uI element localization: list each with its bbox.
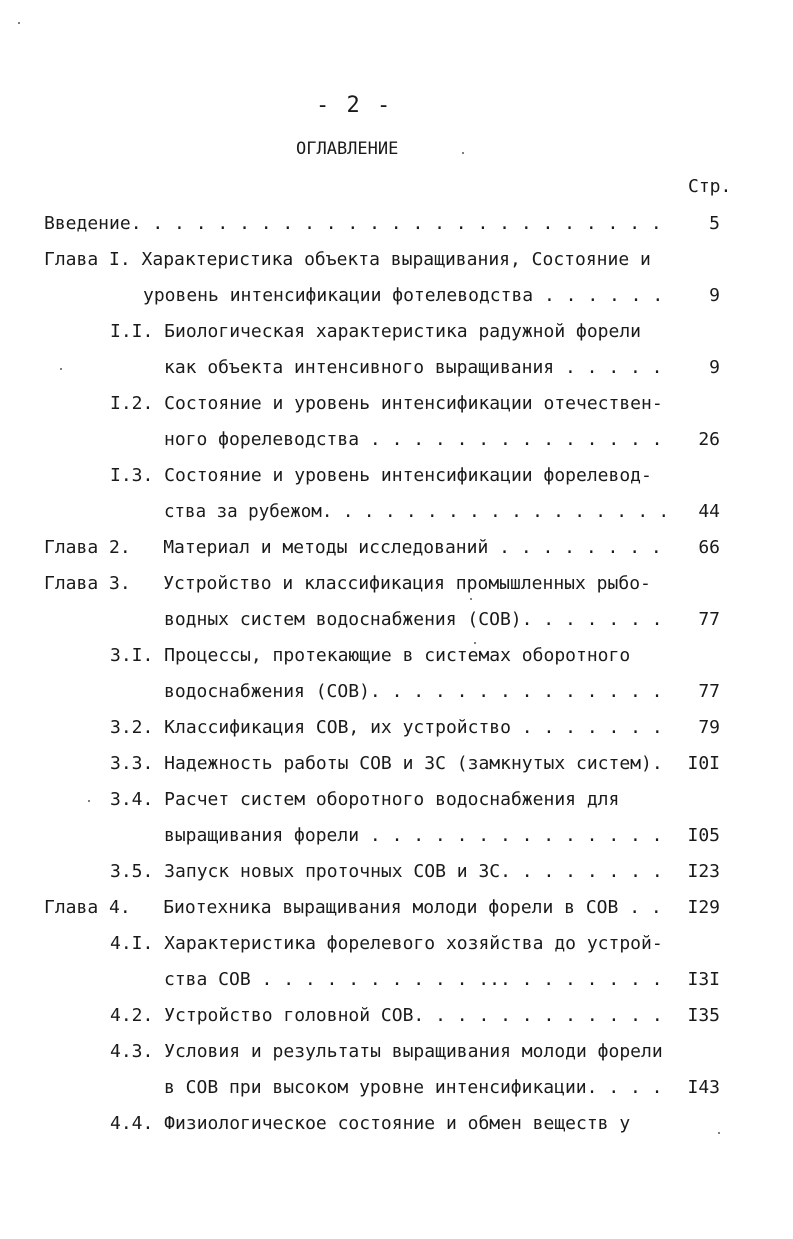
toc-entry-text: 4.I. Характеристика форелевого хозяйства до устрой- bbox=[110, 933, 663, 954]
toc-entry-text: ного форелеводства . . . . . . . . . . . . . . bbox=[164, 429, 663, 450]
toc-entry-text: уровень интенсификации фотелеводства . . . . . . bbox=[143, 285, 664, 306]
toc-entry-text: 3.2. Классификация СОВ, их устройство . . . . . . . bbox=[110, 717, 663, 738]
toc-entry-page: I05 bbox=[687, 825, 720, 846]
toc-entry-text: ства СОВ . . . . . . . . . . ... . . . . . . . bbox=[164, 969, 663, 990]
toc-entry-text: 4.4. Физиологическое состояние и обмен веществ у bbox=[110, 1113, 631, 1134]
scan-speck bbox=[462, 152, 464, 154]
toc-entry-page: 66 bbox=[698, 537, 720, 558]
toc-entry-text: Глава I. Характеристика объекта выращивания, Состояние и bbox=[44, 249, 651, 270]
toc-entry-page: 77 bbox=[698, 609, 720, 630]
scan-speck bbox=[474, 642, 476, 644]
toc-entry-text: водоснабжения (СОВ). . . . . . . . . . . . . . bbox=[164, 681, 663, 702]
toc-entry-text: 4.2. Устройство головной СОВ. . . . . . . . . . . . bbox=[110, 1005, 663, 1026]
toc-entry-page: I29 bbox=[687, 897, 720, 918]
pages-column-label: Стр. bbox=[688, 176, 732, 197]
toc-entry-page: 26 bbox=[698, 429, 720, 450]
toc-entry-page: 44 bbox=[698, 501, 720, 522]
toc-entry-page: I3I bbox=[687, 969, 720, 990]
toc-entry-text: как объекта интенсивного выращивания . . . . . bbox=[164, 357, 663, 378]
toc-entry-page: 9 bbox=[709, 357, 720, 378]
toc-entry-page: 5 bbox=[709, 213, 720, 234]
toc-entry-text: 3.5. Запуск новых проточных СОВ и ЗС. . . . . . . . bbox=[110, 861, 663, 882]
toc-entry-page: I43 bbox=[687, 1077, 720, 1098]
scan-speck bbox=[470, 598, 472, 600]
toc-entry-page: I23 bbox=[687, 861, 720, 882]
toc-entry-text: 3.3. Надежность работы СОВ и ЗС (замкнутых систем). bbox=[110, 753, 663, 774]
toc-entry-text: 3.I. Процессы, протекающие в системах оборотного bbox=[110, 645, 631, 666]
toc-entry-text: в СОВ при высоком уровне интенсификации. . . . bbox=[164, 1077, 663, 1098]
scan-speck bbox=[60, 368, 62, 370]
toc-entry-text: выращивания форели . . . . . . . . . . . . . . bbox=[164, 825, 663, 846]
toc-entry-page: 9 bbox=[709, 285, 720, 306]
page-number: - 2 - bbox=[316, 93, 393, 118]
scan-speck bbox=[718, 1132, 720, 1134]
toc-entry-text: I.3. Состояние и уровень интенсификации форелевод- bbox=[110, 465, 652, 486]
toc-entry-text: Глава 4. Биотехника выращивания молоди форели в СОВ . . bbox=[44, 897, 662, 918]
toc-entry-text: водных систем водоснабжения (СОВ). . . . . . . bbox=[164, 609, 663, 630]
toc-entry-text: 4.3. Условия и результаты выращивания молоди форели bbox=[110, 1041, 663, 1062]
toc-entry-text: I.2. Состояние и уровень интенсификации отечествен- bbox=[110, 393, 663, 414]
scan-speck bbox=[18, 22, 20, 24]
toc-entry-page: 79 bbox=[698, 717, 720, 738]
toc-entry-page: I0I bbox=[687, 753, 720, 774]
scan-speck bbox=[88, 800, 90, 802]
toc-entry-text: 3.4. Расчет систем оборотного водоснабжения для bbox=[110, 789, 620, 810]
toc-entry-page: I35 bbox=[687, 1005, 720, 1026]
toc-title: ОГЛАВЛЕНИЕ bbox=[296, 139, 399, 159]
toc-entry-text: I.I. Биологическая характеристика радужной форели bbox=[110, 321, 642, 342]
toc-entry-page: 77 bbox=[698, 681, 720, 702]
toc-entry-text: Введение. . . . . . . . . . . . . . . . . . . . . . . . . bbox=[44, 213, 662, 234]
toc-entry-text: Глава 3. Устройство и классификация промышленных рыбо- bbox=[44, 573, 651, 594]
toc-entry-text: Глава 2. Материал и методы исследований . . . . . . . . bbox=[44, 537, 662, 558]
toc-entry-text: ства за рубежом. . . . . . . . . . . . . . . . . bbox=[164, 501, 669, 522]
